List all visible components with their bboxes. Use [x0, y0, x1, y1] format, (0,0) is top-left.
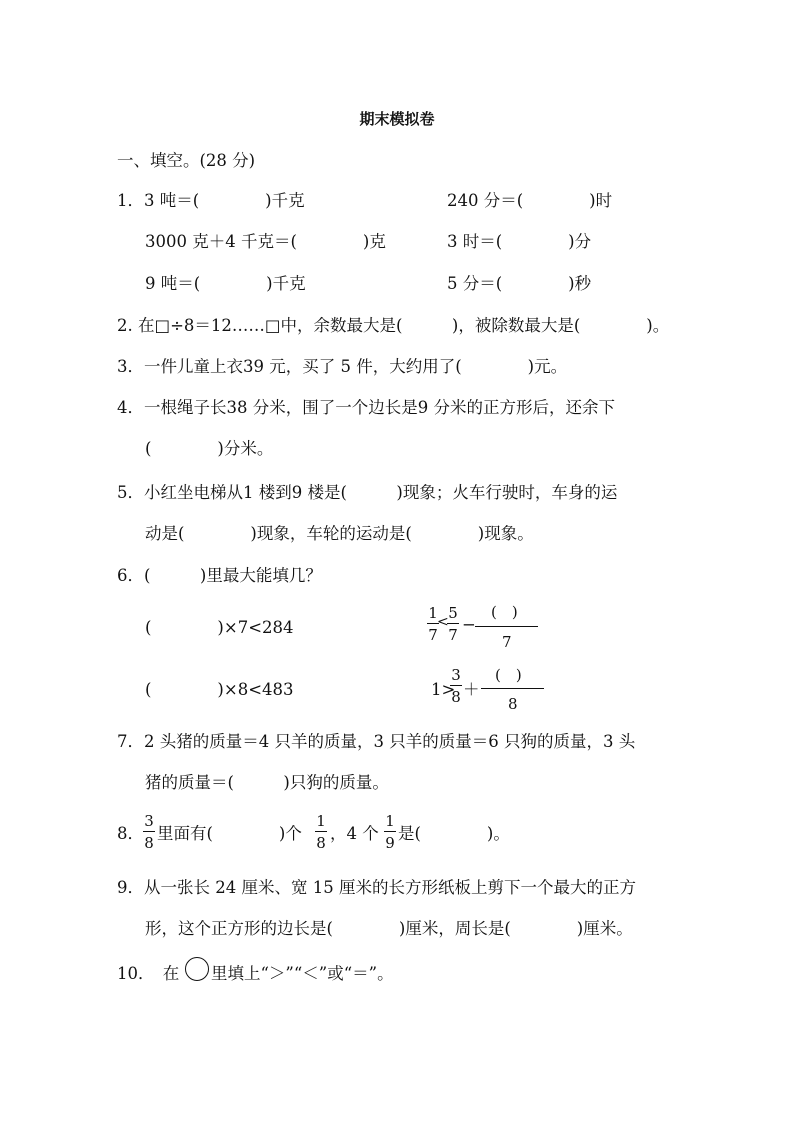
frac-den: 8: [144, 834, 154, 852]
q8-frac-3-8: [143, 812, 155, 852]
q6-d-plus: ＋: [463, 680, 480, 699]
q6-b: ( )×8<483: [145, 680, 294, 699]
q6-d-den2: 8: [508, 695, 518, 713]
q1-d: 3 时＝( )分: [447, 232, 592, 251]
q6-line1: 6．( )里最大能填几？: [117, 566, 322, 585]
q10-tail: 里填上“＞”“＜”或“＝”。: [211, 964, 394, 983]
q1-b: 240 分＝( )时: [447, 191, 613, 210]
frac-num: 3: [451, 666, 461, 684]
q1-a: 1．3 吨＝( )千克: [117, 191, 305, 210]
q1-e: 9 吨＝( )千克: [145, 274, 306, 293]
q8-frac-1-9: [384, 812, 396, 852]
q6-c-lt: <: [437, 614, 449, 630]
q6-c-minus: −: [462, 615, 476, 634]
q9-line1: 9．从一张长 24 厘米、宽 15 厘米的长方形纸板上剪下一个最大的正方: [117, 878, 636, 897]
frac-bar: [315, 831, 327, 832]
q6-a: ( )×7<284: [145, 618, 294, 637]
q6-d-frac1: [450, 666, 462, 706]
q8-mid1: 里面有( )个: [157, 824, 302, 843]
q6-c-blank: ( ): [491, 603, 518, 621]
page-title: 期末模拟卷: [359, 110, 435, 128]
q8-frac-1-8: [315, 812, 327, 852]
q8-mid2: ，4 个: [330, 824, 379, 843]
frac-den: 7: [448, 626, 458, 644]
q7-line2: 猪的质量＝( )只狗的质量。: [145, 773, 389, 792]
q10-prefix: 10． 在: [117, 964, 180, 983]
q1-c: 3000 克＋4 千克＝( )克: [145, 232, 386, 251]
frac-den: 8: [316, 834, 326, 852]
comparison-circle-icon: [185, 957, 209, 981]
frac-den: 9: [385, 834, 395, 852]
frac-bar: [384, 831, 396, 832]
q8-prefix: 8．: [117, 824, 144, 843]
q3: 3．一件儿童上衣39 元，买了 5 件，大约用了( )元。: [117, 357, 568, 376]
q6-d-blank: ( ): [495, 666, 522, 684]
section-heading: 一、填空。(28 分): [117, 151, 256, 170]
frac-bar: [450, 685, 462, 686]
q6-d-one: 1>: [431, 680, 456, 699]
q5-line2: 动是( )现象，车轮的运动是( )现象。: [145, 524, 534, 543]
frac-bar: [447, 623, 459, 624]
q6-c-den3: 7: [502, 633, 512, 651]
frac-num: 1: [428, 604, 438, 622]
frac-num: 3: [144, 812, 154, 830]
frac-den: 8: [451, 688, 461, 706]
frac-num: 1: [385, 812, 395, 830]
frac-bar: [143, 831, 155, 832]
frac-num: 1: [316, 812, 326, 830]
q5-line1: 5．小红坐电梯从1 楼到9 楼是( )现象；火车行驶时，车身的运: [117, 483, 618, 502]
q7-line1: 7．2 头猪的质量＝4 只羊的质量，3 只羊的质量＝6 只狗的质量，3 头: [117, 732, 636, 751]
q9-line2: 形，这个正方形的边长是( )厘米，周长是( )厘米。: [145, 919, 633, 938]
q8-tail: 是( )。: [398, 824, 510, 843]
q6-c-frac2: [447, 604, 459, 644]
q6-d-fraction-bar: [481, 688, 544, 689]
q6-c-fraction-bar: [475, 626, 538, 627]
q2: 2. 在□÷8＝12……□中，余数最大是( )，被除数最大是( )。: [117, 316, 670, 335]
frac-den: 7: [428, 626, 438, 644]
frac-num: 5: [448, 604, 458, 622]
q4-line2: ( )分米。: [145, 439, 274, 458]
q1-f: 5 分＝( )秒: [447, 274, 592, 293]
q4-line1: 4．一根绳子长38 分米，围了一个边长是9 分米的正方形后，还余下: [117, 398, 615, 417]
